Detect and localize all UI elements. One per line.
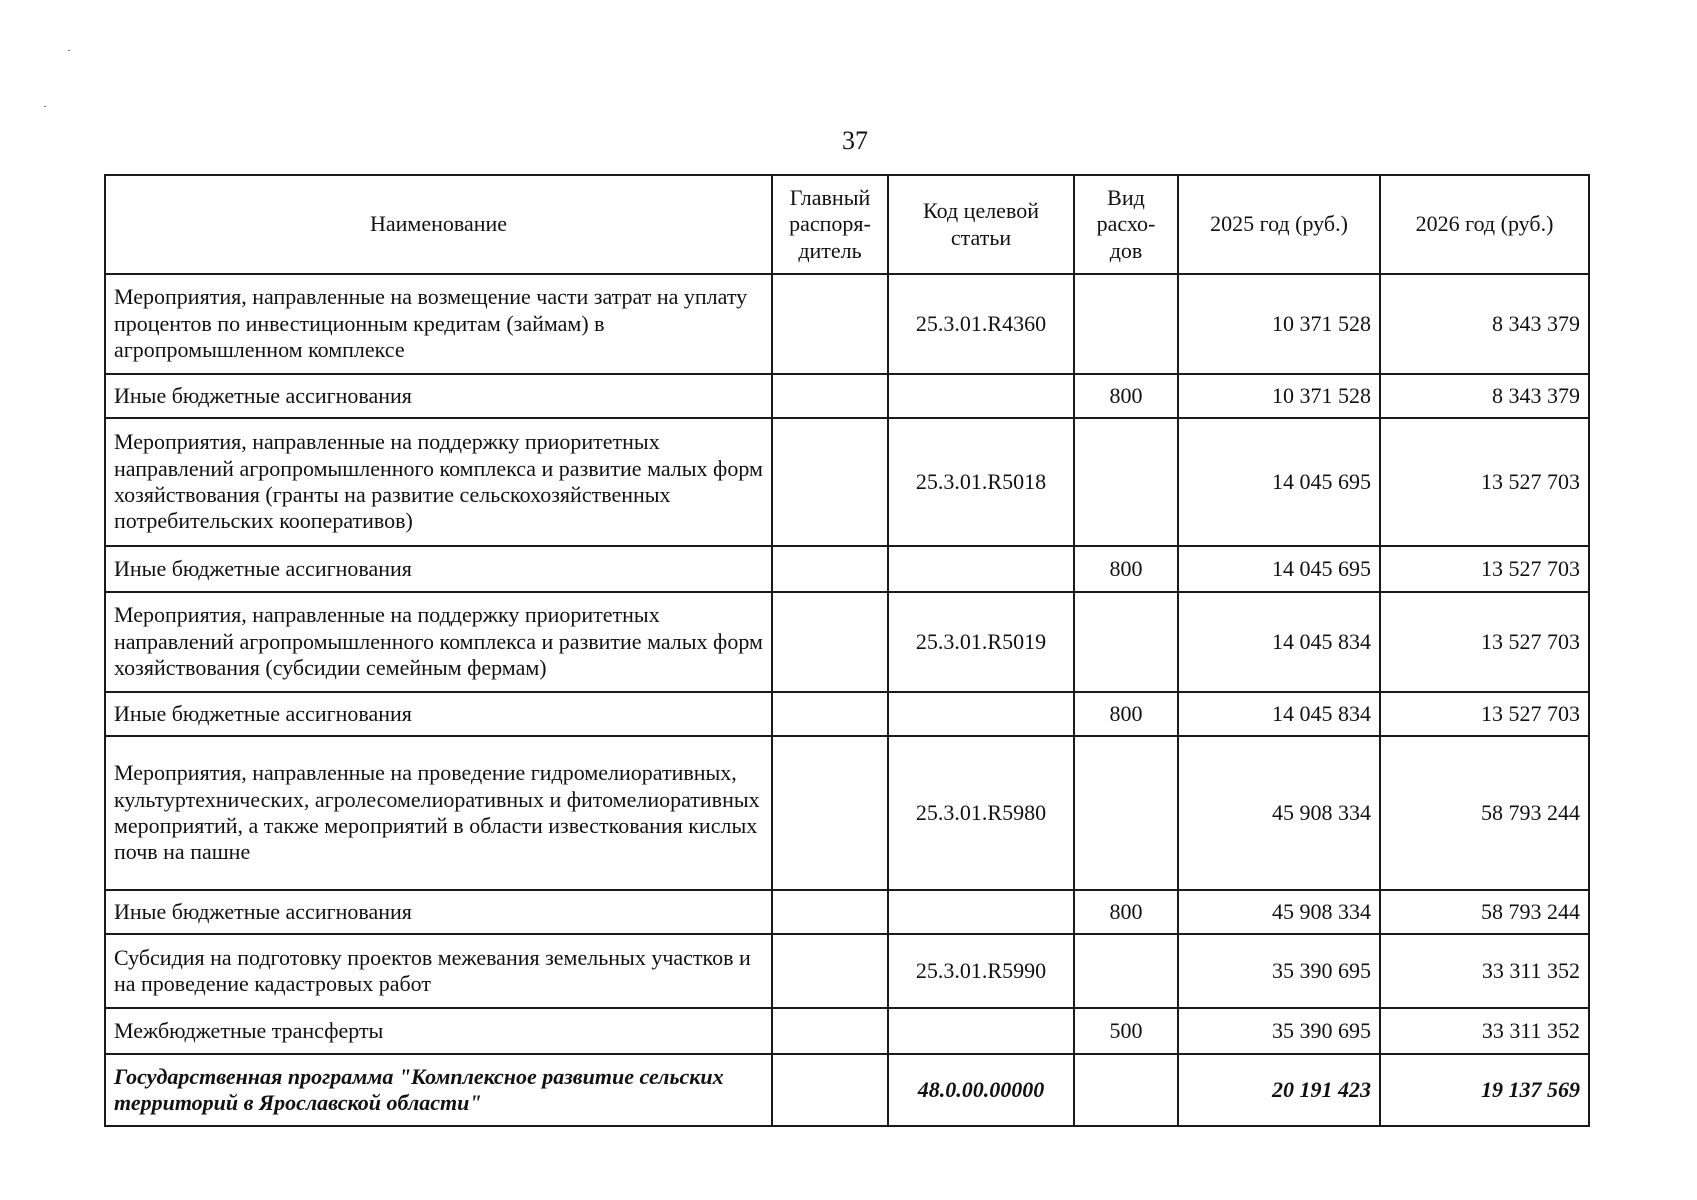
row-amount-2026: 13 527 703 <box>1380 546 1589 592</box>
row-amount-2026: 8 343 379 <box>1380 374 1589 418</box>
row-name: Иные бюджетные ассигнования <box>105 890 772 934</box>
row-code: 25.3.01.R4360 <box>888 274 1074 374</box>
row-amount-2025: 14 045 834 <box>1178 592 1380 692</box>
row-administrator <box>772 890 888 934</box>
row-amount-2026: 19 137 569 <box>1380 1054 1589 1126</box>
row-name: Мероприятия, направленные на поддержку приоритетных направлений агропромышленного комплекса и развитие малых форм хозяйствования (субсидии семейным фермам) <box>105 592 772 692</box>
row-kind: 800 <box>1074 890 1178 934</box>
row-code: 25.3.01.R5990 <box>888 934 1074 1008</box>
row-administrator <box>772 418 888 546</box>
row-code <box>888 890 1074 934</box>
row-amount-2026: 58 793 244 <box>1380 736 1589 890</box>
row-kind <box>1074 1054 1178 1126</box>
row-name: Мероприятия, направленные на возмещение части затрат на уплату процентов по инвестиционным кредитам (займам) в агропромышленном комплексе <box>105 274 772 374</box>
row-amount-2026: 58 793 244 <box>1380 890 1589 934</box>
row-administrator <box>772 736 888 890</box>
row-amount-2026: 13 527 703 <box>1380 692 1589 736</box>
header-code: Код целевой статьи <box>888 175 1074 274</box>
row-code: 25.3.01.R5980 <box>888 736 1074 890</box>
budget-table <box>104 174 1590 1127</box>
row-name: Мероприятия, направленные на поддержку приоритетных направлений агропромышленного комплекса и развитие малых форм хозяйствования (гранты на развитие сельскохозяйственных потребительских кооперативов) <box>105 418 772 546</box>
row-code <box>888 1008 1074 1054</box>
row-administrator <box>772 546 888 592</box>
row-administrator <box>772 274 888 374</box>
row-code <box>888 546 1074 592</box>
table-row <box>105 934 1589 1008</box>
header-row <box>105 175 1589 274</box>
row-kind <box>1074 736 1178 890</box>
row-name: Иные бюджетные ассигнования <box>105 374 772 418</box>
row-amount-2025: 45 908 334 <box>1178 890 1380 934</box>
table-row <box>105 890 1589 934</box>
row-code: 25.3.01.R5018 <box>888 418 1074 546</box>
row-amount-2025: 10 371 528 <box>1178 374 1380 418</box>
row-name: Межбюджетные трансферты <box>105 1008 772 1054</box>
header-name: Наименование <box>105 175 772 274</box>
row-code <box>888 374 1074 418</box>
row-kind <box>1074 934 1178 1008</box>
header-2025: 2025 год (руб.) <box>1178 175 1380 274</box>
row-amount-2025: 35 390 695 <box>1178 1008 1380 1054</box>
table-row <box>105 1008 1589 1054</box>
row-administrator <box>772 934 888 1008</box>
row-code <box>888 692 1074 736</box>
row-kind <box>1074 592 1178 692</box>
row-amount-2025: 14 045 695 <box>1178 546 1380 592</box>
table-row <box>105 546 1589 592</box>
row-administrator <box>772 374 888 418</box>
row-code: 25.3.01.R5019 <box>888 592 1074 692</box>
row-name: Государственная программа "Комплексное развитие сельских территорий в Ярославской области" <box>105 1054 772 1126</box>
table-row <box>105 418 1589 546</box>
scan-speck <box>44 106 46 107</box>
table-row <box>105 374 1589 418</box>
row-administrator <box>772 1054 888 1126</box>
row-administrator <box>772 1008 888 1054</box>
row-amount-2025: 10 371 528 <box>1178 274 1380 374</box>
row-amount-2026: 8 343 379 <box>1380 274 1589 374</box>
row-name: Мероприятия, направленные на проведение гидромелиоративных, культуртехнических, агролесомелиоративных и фитомелиоративных мероприятий, а также мероприятий в области известкования кислых почв на пашне <box>105 736 772 890</box>
row-code: 48.0.00.00000 <box>888 1054 1074 1126</box>
row-kind: 800 <box>1074 546 1178 592</box>
row-amount-2025: 14 045 834 <box>1178 692 1380 736</box>
row-amount-2026: 33 311 352 <box>1380 934 1589 1008</box>
scan-speck <box>68 50 70 51</box>
row-amount-2025: 14 045 695 <box>1178 418 1380 546</box>
row-name: Иные бюджетные ассигнования <box>105 692 772 736</box>
header-administrator: Главный распоря-дитель <box>772 175 888 274</box>
row-amount-2025: 35 390 695 <box>1178 934 1380 1008</box>
table-row <box>105 736 1589 890</box>
row-kind: 800 <box>1074 374 1178 418</box>
row-amount-2026: 13 527 703 <box>1380 592 1589 692</box>
row-kind <box>1074 274 1178 374</box>
row-administrator <box>772 692 888 736</box>
table-row <box>105 592 1589 692</box>
table-row <box>105 692 1589 736</box>
row-administrator <box>772 592 888 692</box>
row-amount-2026: 33 311 352 <box>1380 1008 1589 1054</box>
row-amount-2026: 13 527 703 <box>1380 418 1589 546</box>
row-kind <box>1074 418 1178 546</box>
row-amount-2025: 45 908 334 <box>1178 736 1380 890</box>
row-name: Иные бюджетные ассигнования <box>105 546 772 592</box>
row-name: Субсидия на подготовку проектов межевания земельных участков и на проведение кадастровых работ <box>105 934 772 1008</box>
header-2026: 2026 год (руб.) <box>1380 175 1589 274</box>
page-number: 37 <box>842 126 868 155</box>
row-amount-2025: 20 191 423 <box>1178 1054 1380 1126</box>
row-kind: 800 <box>1074 692 1178 736</box>
header-kind: Вид расхо-дов <box>1074 175 1178 274</box>
table-row <box>105 274 1589 374</box>
program-total-row <box>105 1054 1589 1126</box>
row-kind: 500 <box>1074 1008 1178 1054</box>
